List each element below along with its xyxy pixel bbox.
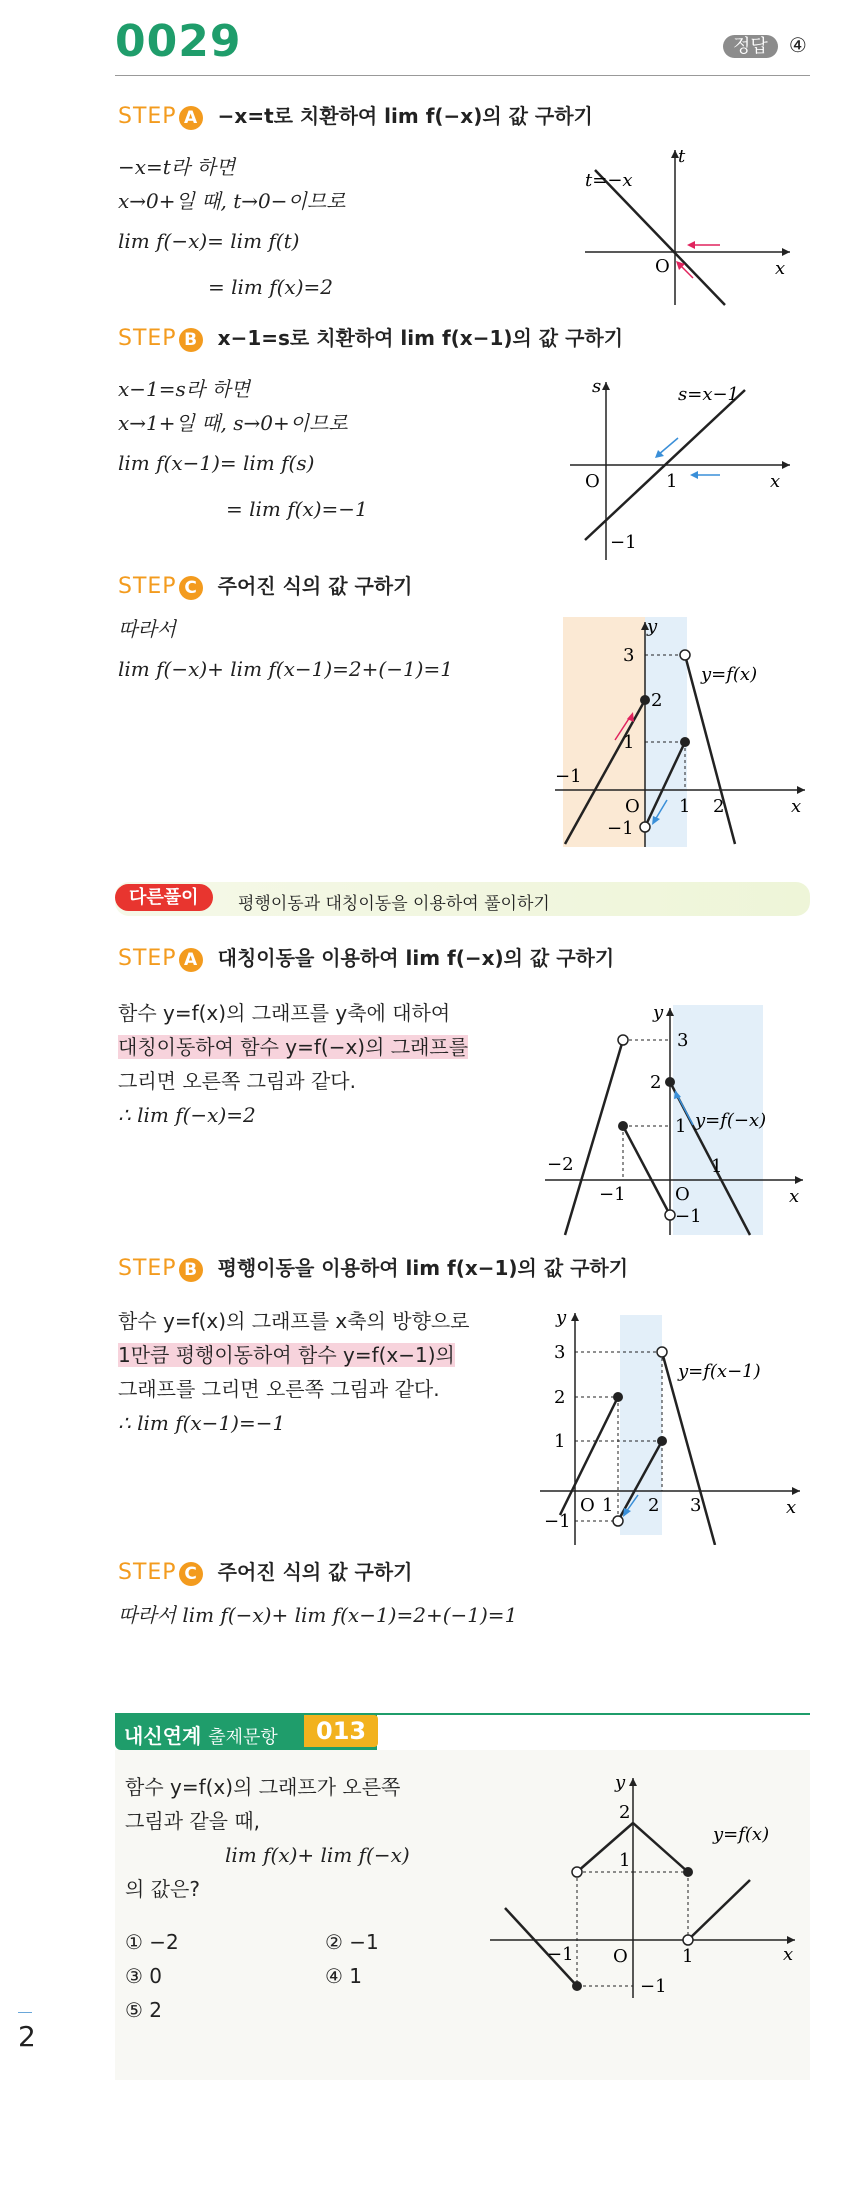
choice-4[interactable]: ④ 1 xyxy=(325,1964,363,1988)
alt-step-b-header xyxy=(118,1252,628,1282)
tick-1-x: 1 xyxy=(602,1495,614,1516)
text-line: −x=t라 하면 xyxy=(118,155,236,179)
page-number: 2 xyxy=(18,2020,36,2053)
curve-label: y=f(x−1) xyxy=(678,1361,761,1382)
tick-2-x: 2 xyxy=(648,1495,660,1516)
step-b-title: x−1=s로 치환하여 lim f(x−1)의 값 구하기 xyxy=(217,326,624,350)
alt-step-a-header xyxy=(118,942,614,972)
step-a-title: −x=t로 치환하여 lim f(−x)의 값 구하기 xyxy=(217,104,593,128)
tick-m1-x: −1 xyxy=(599,1184,626,1205)
step-badge: C xyxy=(179,576,203,600)
tick-3: 3 xyxy=(677,1030,689,1051)
tick-2: 2 xyxy=(650,1072,662,1093)
text-line: 의 값은? xyxy=(125,1877,200,1901)
text-line: = lim f(x)=2 xyxy=(208,275,333,299)
step-badge: A xyxy=(179,948,203,972)
tick-m1-y: −1 xyxy=(544,1511,571,1532)
alt-step-b-title: 평행이동을 이용하여 lim f(x−1)의 값 구하기 xyxy=(217,1256,629,1280)
text-line: lim f(−x)= lim f(t) xyxy=(118,229,300,253)
tick-m1-y: −1 xyxy=(675,1206,702,1227)
naesin-tag-text: 내신연계 xyxy=(124,1724,202,1748)
axis-label-y: y xyxy=(615,1772,626,1793)
step-b-header xyxy=(118,322,623,352)
text-line: ∴ lim f(−x)=2 xyxy=(118,1103,256,1127)
origin-label: O xyxy=(675,1184,690,1205)
step-label: STEP xyxy=(118,946,177,971)
text-line: = lim f(x)=−1 xyxy=(226,497,368,521)
text-line: x→0+일 때, t→0−이므로 xyxy=(118,189,346,213)
header-divider xyxy=(115,75,810,76)
axis-label-y: y xyxy=(556,1307,567,1328)
curve-label: y=f(x) xyxy=(713,1824,770,1845)
alt-step-c-title: 주어진 식의 값 구하기 xyxy=(217,1560,413,1584)
text-line: lim f(−x)+ lim f(x−1)=2+(−1)=1 xyxy=(118,657,453,681)
step-a-body xyxy=(118,150,345,304)
text-line: 함수 y=f(x)의 그래프가 오른쪽 xyxy=(125,1775,401,1799)
alt-step-a-body xyxy=(118,996,468,1132)
choice-1[interactable]: ① −2 xyxy=(125,1930,179,1954)
graph-step-b xyxy=(570,370,800,570)
naesin-tag-sub: 출제문항 xyxy=(208,1727,278,1748)
axis-label-x: x xyxy=(791,796,802,817)
step-c-header xyxy=(118,570,412,600)
answer-label: 정답 xyxy=(723,35,778,58)
answer-badge xyxy=(723,32,807,58)
alt-step-b-body xyxy=(118,1304,470,1440)
tick-1-x: 1 xyxy=(711,1156,723,1177)
step-c-title: 주어진 식의 값 구하기 xyxy=(217,574,413,598)
axis-label-x: x xyxy=(789,1186,800,1207)
graph-step-a xyxy=(575,140,795,310)
naesin-question xyxy=(125,1770,410,1906)
step-badge: B xyxy=(179,1258,203,1282)
tick-1: 1 xyxy=(623,732,635,753)
text-line: 대칭이동하여 함수 y=f(−x)의 그래프를 xyxy=(118,1035,469,1059)
axis-label-s: s xyxy=(592,376,602,397)
curve-label: y=f(x) xyxy=(701,664,758,685)
tick-2: 2 xyxy=(554,1387,566,1408)
graph-alt-step-a xyxy=(545,1000,810,1240)
text-line: x→1+일 때, s→0+이므로 xyxy=(118,411,348,435)
tick-1-x: 1 xyxy=(682,1946,694,1967)
tick-m1: −1 xyxy=(610,532,637,553)
alt-banner-text: 평행이동과 대칭이동을 이용하여 풀이하기 xyxy=(238,894,550,914)
origin-label: O xyxy=(613,1946,628,1967)
text-line: 그래프를 그리면 오른쪽 그림과 같다. xyxy=(118,1377,440,1401)
choice-5[interactable]: ⑤ 2 xyxy=(125,1998,163,2022)
axis-label-t: t xyxy=(678,146,686,167)
naesin-tag-label xyxy=(124,1720,278,1749)
alt-step-a-title: 대칭이동을 이용하여 lim f(−x)의 값 구하기 xyxy=(217,946,615,970)
text-line: 함수 y=f(x)의 그래프를 y축에 대하여 xyxy=(118,1001,451,1025)
tick-m1-y: −1 xyxy=(607,818,634,839)
text-line: lim f(x)+ lim f(−x) xyxy=(225,1843,410,1867)
tick-1-x: 1 xyxy=(679,796,691,817)
graph-naesin xyxy=(485,1768,805,2008)
choice-2[interactable]: ② −1 xyxy=(325,1930,379,1954)
tick-m1-x: −1 xyxy=(547,1944,574,1965)
naesin-number: 013 xyxy=(304,1715,378,1747)
answer-value: ④ xyxy=(788,33,807,57)
tick-2: 2 xyxy=(651,690,663,711)
axis-label-y: y xyxy=(653,1002,664,1023)
naesin-choices xyxy=(125,1925,425,2027)
tick-m1-x: −1 xyxy=(555,766,582,787)
step-label: STEP xyxy=(118,1560,177,1585)
step-badge: A xyxy=(179,106,203,130)
origin-label: O xyxy=(655,256,670,277)
step-label: STEP xyxy=(118,574,177,599)
tick-1: 1 xyxy=(675,1116,687,1137)
axis-label-x: x xyxy=(775,258,786,279)
axis-label-x: x xyxy=(786,1497,797,1518)
tick-3: 3 xyxy=(554,1342,566,1363)
problem-number: 0029 xyxy=(115,16,242,67)
step-label: STEP xyxy=(118,326,177,351)
step-label: STEP xyxy=(118,1256,177,1281)
axis-label-x: x xyxy=(783,1944,794,1965)
tick-m1-y: −1 xyxy=(640,1976,667,1997)
choice-3[interactable]: ③ 0 xyxy=(125,1964,163,1988)
step-a-header xyxy=(118,100,593,130)
origin-label: O xyxy=(585,471,600,492)
step-c-body xyxy=(118,612,453,686)
tick-1: 1 xyxy=(554,1431,566,1452)
text-line: 그리면 오른쪽 그림과 같다. xyxy=(118,1069,356,1093)
step-badge: B xyxy=(179,328,203,352)
tick-2-x: 2 xyxy=(713,796,725,817)
step-label: STEP xyxy=(118,104,177,129)
curve-label: s=x−1 xyxy=(678,384,740,405)
graph-alt-step-b xyxy=(540,1305,810,1545)
text-line: 따라서 xyxy=(118,617,176,641)
text-line: 1만큼 평행이동하여 함수 y=f(x−1)의 xyxy=(118,1343,455,1367)
text-line: x−1=s라 하면 xyxy=(118,377,251,401)
tick-1: 1 xyxy=(666,471,678,492)
origin-label: O xyxy=(580,1495,595,1516)
step-b-body xyxy=(118,372,368,526)
tick-3-x: 3 xyxy=(690,1495,702,1516)
curve-label: t=−x xyxy=(585,170,633,191)
page-number-mark xyxy=(18,2012,32,2013)
tick-3: 3 xyxy=(623,645,635,666)
step-badge: C xyxy=(179,1562,203,1586)
tick-1: 1 xyxy=(619,1850,631,1871)
alt-pill-label: 다른풀이 xyxy=(115,884,213,911)
origin-label: O xyxy=(625,796,640,817)
axis-label-y: y xyxy=(647,616,658,637)
tick-2: 2 xyxy=(619,1802,631,1823)
text-line: 함수 y=f(x)의 그래프를 x축의 방향으로 xyxy=(118,1309,470,1333)
text-line: lim f(x−1)= lim f(s) xyxy=(118,451,315,475)
text-line: ∴ lim f(x−1)=−1 xyxy=(118,1411,286,1435)
alt-solution-pill xyxy=(115,883,213,909)
alt-step-c-header xyxy=(118,1556,412,1586)
text-line: 그림과 같을 때, xyxy=(125,1809,260,1833)
axis-label-x: x xyxy=(770,471,781,492)
tick-m2: −2 xyxy=(547,1154,574,1175)
graph-step-c xyxy=(555,612,815,852)
curve-label: y=f(−x) xyxy=(695,1110,767,1131)
alt-step-c-line: 따라서 lim f(−x)+ lim f(x−1)=2+(−1)=1 xyxy=(118,1603,518,1627)
